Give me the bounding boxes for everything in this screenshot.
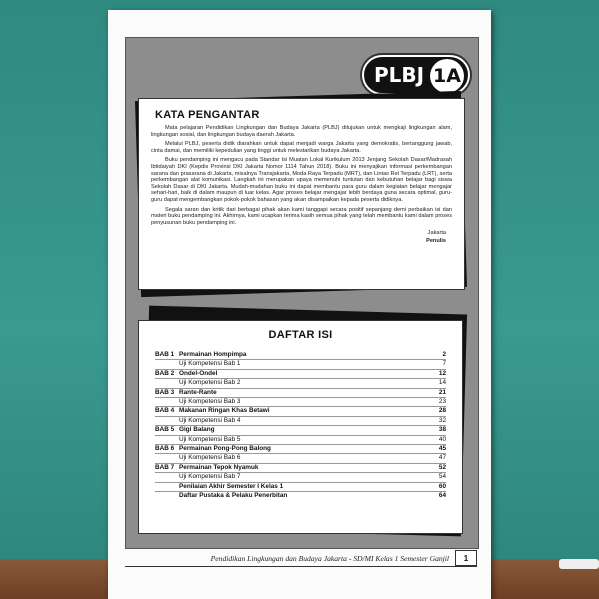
- toc-page: 64: [438, 492, 446, 500]
- toc-row[interactable]: [155, 426, 446, 435]
- paragraph: Segala saran dan kritik dari berbagai pihak akan kami tanggapi secara positif sepanjang demi perbaikan isi dan materi buku pendamping ini. Akhirnya, kami ucapkan terima kasih semua pihak yang telah membantu kami dalam proses penyusunan buku pendamping ini.: [151, 206, 452, 226]
- toc-page: 40: [438, 435, 446, 443]
- toc-page: 47: [438, 454, 446, 462]
- paragraph: Melalui PLBJ, peserta didik diarahkan untuk dapat menjadi warga Jakarta yang demokratis, bertanggung jawab, cinta damai, dan memiliki kepedulian yang tinggi untuk melestarikan budaya Jakarta.: [151, 141, 452, 154]
- toc-chapter: [155, 483, 179, 491]
- toc-title: Uji Kompetensi Bab 5: [179, 435, 241, 443]
- toc-page: 21: [438, 388, 446, 396]
- toc-title: Permainan Tepok Nyamuk: [179, 463, 259, 471]
- toc-chapter: [155, 454, 179, 462]
- toc-page: 28: [438, 407, 446, 415]
- signature-place: Jakarta: [427, 230, 446, 237]
- toc-row[interactable]: [155, 436, 446, 445]
- toc-title: Permainan Hompimpa: [179, 351, 247, 358]
- toc-chapter: [155, 492, 179, 500]
- toc-page: 12: [438, 369, 446, 377]
- toc-row[interactable]: [155, 379, 446, 388]
- toc-row[interactable]: [155, 445, 446, 454]
- toc-title: Permainan Pong-Pong Balong: [179, 445, 271, 453]
- toc-row[interactable]: [155, 398, 446, 407]
- plbj-badge: [362, 55, 470, 95]
- page-number: 1: [455, 550, 477, 566]
- daftar-isi-card: [138, 320, 463, 534]
- toc-row[interactable]: [155, 351, 446, 360]
- toc-chapter: BAB 4: [155, 407, 175, 415]
- toc-chapter: [155, 379, 179, 387]
- toc-page: 32: [438, 416, 446, 424]
- toc-list: [155, 351, 446, 501]
- footer-text: Pendidikan Lingkungan dan Budaya Jakarta - SD/MI Kelas 1 Semester Ganjil: [210, 553, 449, 563]
- toc-title: Ondel-Ondel: [179, 369, 218, 377]
- toc-title: Uji Kompetensi Bab 7: [179, 473, 241, 481]
- toc-title: Uji Kompetensi Bab 1: [179, 360, 241, 368]
- paragraph: Buku pendamping ini mengacu pada Standar Isi Muatan Lokal Kurikulum 2013 Jenjang Sekolah Dasar/Madrasah Ibtidaiyah DKI (Kepdis Provinsi DKI Jakarta Nomor 1114 Tahun 2018). Buku ini menyajikan informasi perkembangan sarana dan prasarana di Jakarta, misalnya Transjakarta, Moda Raya Terpadu (MRT), dan Lintas Rel Terpadu (LRT), serta perkembangan alat komunikasi. Langkah ini merupakan upaya memenuhi tuntutan dan kebutuhan belajar bagi siswa Sekolah Dasar di DKI Jakarta. Mudah-mudahan buku ini dapat membantu para guru dalam kegiatan belajar mengajar sehari-hari, baik di dalam maupun di luar kelas. Agar proses belajar mengajar lebih berdaya guna secara optimal, guru-guru dapat mengembangkan pokok-pokok bahasan yang akan disampaikan kepada peserta didiknya.: [151, 157, 452, 203]
- toc-page: 54: [438, 473, 446, 481]
- toc-title: Rante-Rante: [179, 388, 217, 396]
- toc-page: 23: [438, 398, 446, 406]
- toc-chapter: [155, 360, 179, 368]
- toc-page: 2: [442, 351, 446, 358]
- toc-title: Penilaian Akhir Semester I Kelas 1: [179, 482, 284, 490]
- toc-page: 7: [442, 360, 446, 368]
- toc-chapter: BAB 3: [155, 388, 175, 396]
- toc-chapter: [155, 436, 179, 444]
- toc-chapter: [155, 398, 179, 406]
- badge-label: PLBJ: [374, 63, 425, 87]
- paragraph: Mata pelajaran Pendidikan Lingkungan dan Budaya Jakarta (PLBJ) ditujukan untuk mengkaji lingkungan alam, lingkungan sosial, dan lingkungan budaya daerah Jakarta.: [151, 125, 452, 138]
- book-page: [108, 10, 491, 599]
- toc-chapter: BAB 2: [155, 369, 175, 377]
- toc-row[interactable]: [155, 370, 446, 379]
- toc-page: 38: [438, 426, 446, 434]
- kata-pengantar-card: [138, 98, 465, 290]
- toc-title: Uji Kompetensi Bab 6: [179, 454, 241, 462]
- toc-row[interactable]: [155, 483, 446, 492]
- toc-row[interactable]: [155, 360, 446, 369]
- toc-chapter: BAB 6: [155, 445, 175, 453]
- signature-author: Penulis: [426, 238, 446, 245]
- toc-title: Makanan Ringan Khas Betawi: [179, 407, 270, 415]
- toc-page: 45: [438, 445, 446, 453]
- badge-number: 1A: [430, 59, 464, 93]
- toc-row[interactable]: [155, 389, 446, 398]
- toc-row[interactable]: [155, 492, 446, 500]
- page-footer: [125, 550, 477, 567]
- toc-chapter: BAB 1: [155, 351, 175, 358]
- toc-row[interactable]: [155, 407, 446, 416]
- toc-title: Uji Kompetensi Bab 3: [179, 398, 241, 406]
- toc-chapter: [155, 473, 179, 481]
- chalk-piece: [559, 559, 599, 569]
- daftar-isi-title: DAFTAR ISI: [268, 329, 333, 341]
- toc-page: 14: [438, 379, 446, 387]
- toc-title: Uji Kompetensi Bab 2: [179, 379, 241, 387]
- toc-title: Daftar Pustaka & Pelaku Penerbitan: [179, 492, 288, 500]
- toc-page: 60: [438, 482, 446, 490]
- toc-page: 52: [438, 463, 446, 471]
- toc-title: Gigi Balang: [179, 426, 215, 434]
- toc-row[interactable]: [155, 417, 446, 426]
- toc-chapter: BAB 7: [155, 463, 175, 471]
- toc-title: Uji Kompetensi Bab 4: [179, 416, 241, 424]
- toc-row[interactable]: [155, 473, 446, 482]
- toc-row[interactable]: [155, 454, 446, 463]
- toc-chapter: BAB 5: [155, 426, 175, 434]
- toc-row[interactable]: [155, 464, 446, 473]
- kata-pengantar-title: KATA PENGANTAR: [155, 109, 260, 121]
- toc-chapter: [155, 417, 179, 425]
